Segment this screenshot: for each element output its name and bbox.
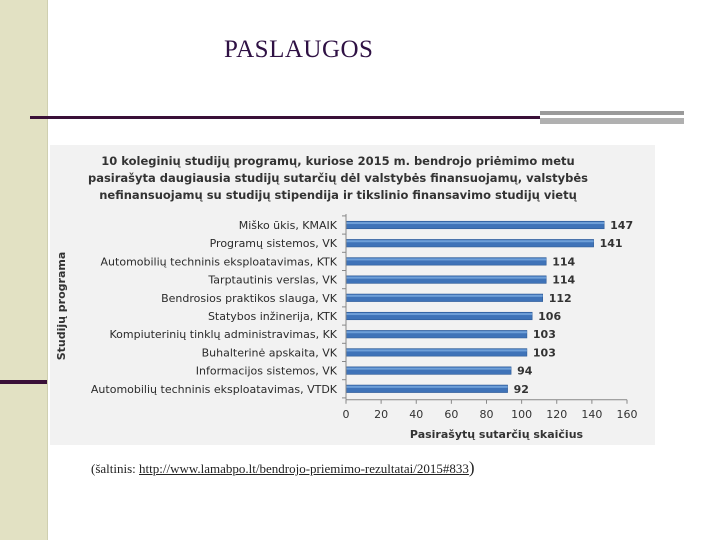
category-label: Kompiuterinių tinklų administravimas, KK [109,328,337,342]
left-decor-band [0,0,47,540]
left-decor-line [47,0,48,540]
category-label: Bendrosios praktikos slauga, VK [161,291,337,305]
bar-highlight [346,277,546,279]
value-label: 147 [610,219,634,232]
category-label: Automobilių techninis eksploatavimas, VTDK [90,382,337,396]
category-label: Miško ūkis, KMAIK [238,219,337,232]
x-tick-label: 100 [511,407,533,421]
title-rule-gray [540,111,684,115]
bar-highlight [346,349,527,351]
x-tick-label: 120 [546,407,568,421]
x-tick-label: 0 [342,407,350,421]
bar-highlight [346,331,527,333]
title-rule-dark [30,116,540,119]
category-label: Automobilių techninis eksploatavimas, KTK [100,255,337,269]
title-rule-gray-lower [540,118,684,124]
chart-container [50,145,655,445]
category-label: Statybos inžinerija, KTK [207,310,337,323]
left-accent-bar [0,380,47,384]
chart-title-line: 10 koleginių studijų programų, kuriose 2015 m. bendrojo priėmimo metu [101,154,575,168]
category-labels [91,216,346,398]
chart-title [88,154,588,202]
source-prefix: (šaltinis: [91,461,140,476]
bar-highlight [346,222,604,224]
bar-chart [50,145,655,445]
category-label: Buhalterinė apskaita, VK [201,346,337,360]
value-label: 94 [517,364,533,378]
value-label: 103 [532,346,556,360]
category-label: Tarptautinis verslas, VK [208,273,337,287]
x-tick-label: 40 [409,407,424,421]
value-label: 112 [548,291,572,305]
bars [346,221,604,392]
source-link[interactable]: http://www.lamabpo.lt/bendrojo-priemimo-rezultatai/2015#833 [139,461,469,476]
x-axis-title: Pasirašytų sutarčių skaičius [409,427,584,441]
value-label: 103 [532,328,556,342]
y-axis-title: Studijų programa [55,251,68,361]
x-tick-label: 80 [479,407,494,421]
bar-highlight [346,313,532,315]
bar-highlight [346,295,543,297]
x-axis-ticks [343,400,638,421]
x-tick-label: 20 [374,407,389,421]
chart-title-line: nefinansuojamų su studijų stipendija ir tikslinio finansavimo studijų vietų [99,188,577,202]
bar-highlight [346,386,508,388]
value-label: 114 [552,255,576,269]
value-label: 106 [538,310,562,323]
source-note [91,458,475,478]
slide-title: PASLAUGOS [224,36,374,63]
bar-highlight [346,258,546,260]
chart-title-line: pasirašyta daugiausia studijų sutarčių dėl valstybės finansuojamų, valstybės [87,171,589,185]
x-tick-label: 140 [581,407,603,421]
value-label: 114 [552,273,576,287]
value-label: 92 [513,382,529,396]
source-suffix: ) [468,458,475,477]
value-label: 141 [599,237,623,251]
category-label: Informacijos sistemos, VK [195,364,337,378]
bar-highlight [346,368,511,370]
bar-highlight [346,240,594,242]
x-tick-label: 60 [444,407,459,421]
category-label: Programų sistemos, VK [209,237,337,251]
x-tick-label: 160 [616,407,638,421]
